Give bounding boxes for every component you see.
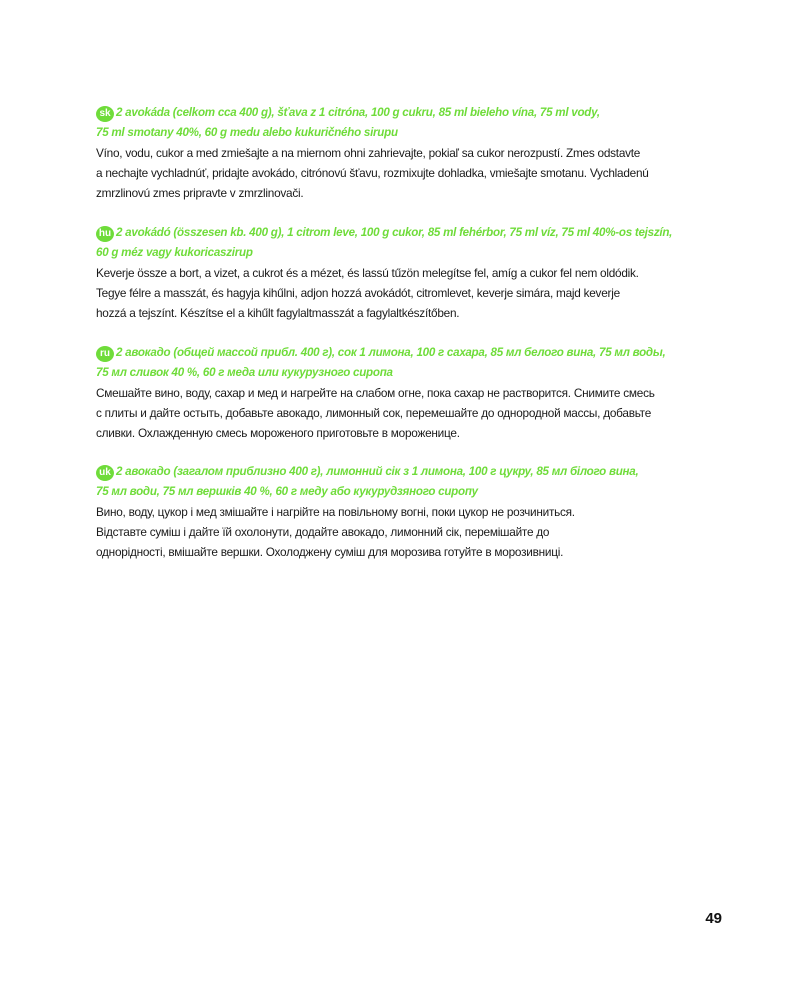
ingredients-uk [96,462,696,502]
language-badge-hu: hu [96,226,114,242]
ingredients-text-uk: 2 авокадо (загалом приблизно 400 г), лимонний сік з 1 лимона, 100 г цукру, 85 мл білого вина, 75 мл води, 75 мл вершків 40 %, 60 г меду або кукурудзяного сиропу [96,465,639,498]
language-badge-ru: ru [96,346,114,362]
ingredients-text-sk: 2 avokáda (celkom cca 400 g), šťava z 1 citróna, 100 g cukru, 85 ml bieleho vína, 75 ml vody, 75 ml smotany 40%, 60 g medu alebo kukuričného sirupu [96,106,600,139]
instructions-uk: Вино, воду, цукор і мед змішайте і нагрійте на повільному вогні, поки цукор не розчиниться. Відставте суміш і дайте їй охолонути, додайте авокадо, лимонний сік, перемішайте до однорідності, вмішайте вершки. Охолоджену суміш для морозива готуйте в морозивниці. [96,505,575,559]
ingredients-text-hu: 2 avokádó (összesen kb. 400 g), 1 citrom leve, 100 g cukor, 85 ml fehérbor, 75 ml víz, 75 ml 40%-os tejszín, 60 g méz vagy kukoricaszirup [96,226,673,259]
ingredients-hu [96,223,696,263]
ingredients-text-ru: 2 авокадо (общей массой прибл. 400 г), сок 1 лимона, 100 г сахара, 85 мл белого вина, 75 мл воды, 75 мл сливок 40 %, 60 г меда или кукурузного сиропа [96,346,666,379]
recipe-section-hu [96,223,696,323]
instructions-ru: Смешайте вино, воду, сахар и мед и нагрейте на слабом огне, пока сахар не растворится. Снимите смесь с плиты и дайте остыть, добавьте авокадо, лимонный сок, перемешайте до однородной массы, добавьте сливки. Охлажденную смесь мороженого приготовьте в мороженице. [96,386,655,440]
recipe-section-uk [96,462,696,562]
recipe-section-sk [96,103,696,203]
page-number: 49 [705,910,722,927]
recipe-section-ru [96,343,696,443]
language-badge-sk: sk [96,106,114,122]
ingredients-ru [96,343,696,383]
instructions-sk: Víno, vodu, cukor a med zmiešajte a na miernom ohni zahrievajte, pokiaľ sa cukor nerozpustí. Zmes odstavte a nechajte vychladnúť, pridajte avokádo, citrónovú šťavu, rozmixujte dohladka, vmiešajte smotanu. Vychladenú zmrzlinovú zmes pripravte v zmrzlinovači. [96,146,649,200]
ingredients-sk [96,103,696,143]
instructions-hu: Keverje össze a bort, a vizet, a cukrot és a mézet, és lassú tűzön melegítse fel, amíg a cukor fel nem oldódik. Tegye félre a masszát, és hagyja kihűlni, adjon hozzá avokádót, citromlevet, keverje simára, majd keverje hozzá a tejszínt. Készítse el a kihűlt fagylaltmasszát a fagylaltkészítőben. [96,266,639,320]
language-badge-uk: uk [96,465,114,481]
